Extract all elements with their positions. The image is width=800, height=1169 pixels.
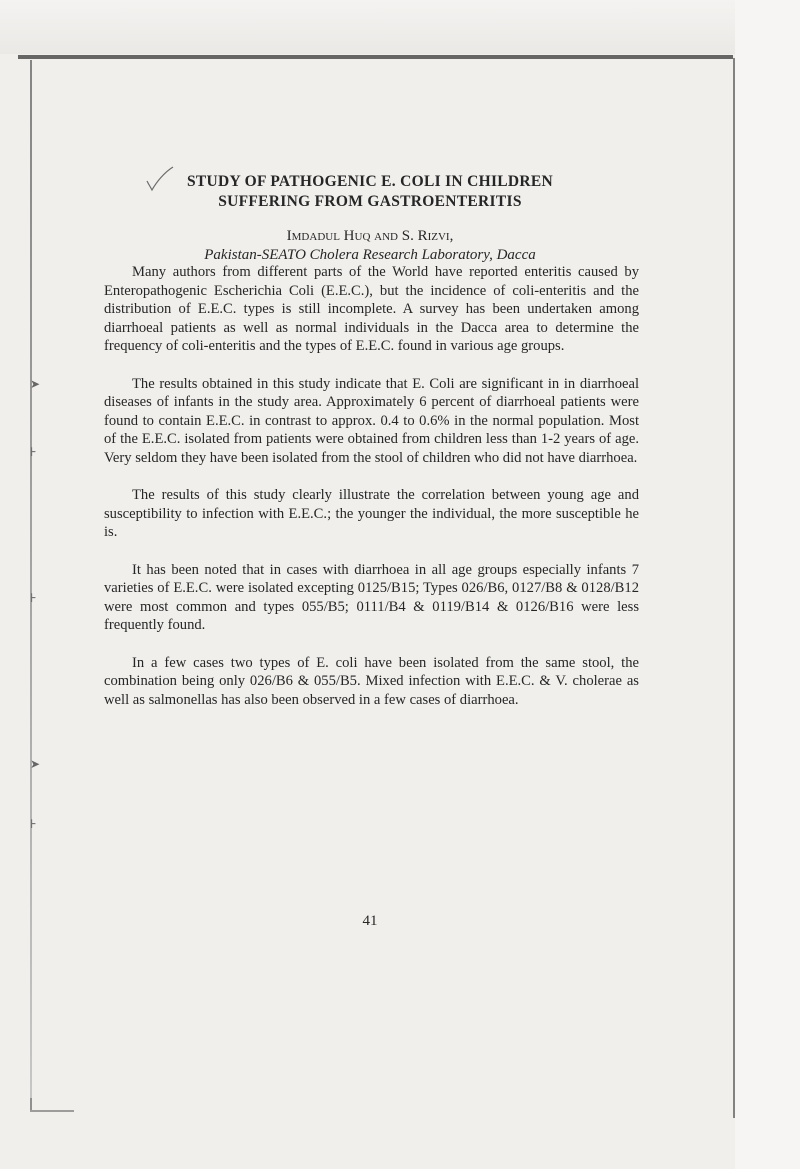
title-line-1: STUDY OF PATHOGENIC E. COLI IN CHILDREN xyxy=(186,173,554,190)
margin-tick-icon: ⊦ xyxy=(30,817,37,831)
margin-tick-icon: ⊦ xyxy=(30,445,37,459)
binding-edge-line xyxy=(18,55,733,59)
title-line-2: SUFFERING FROM GASTROENTERITIS xyxy=(218,193,522,210)
author-line: Imdadul Huq and S. Rizvi, xyxy=(286,228,454,244)
paragraph: It has been noted that in cases with diarrhoea in all age groups especially infants 7 varieties of E.E.C. were isolated excepting 0125/B15; Types 026/B6, 0127/B8 & 0128/B12 were most common and types 055/B5; 0111/B4 & 0119/B14 & 0126/B16 were less frequently found. xyxy=(104,561,639,633)
paragraph: The results obtained in this study indicate that E. Coli are significant in in diarrhoeal diseases of infants in the study area. Approximately 6 percent of diarrhoeal patients were found to contain E.E.C. in contrast to approx. 0.4 to 0.6% in the normal population. Most of the E.E.C. isolated from patients were obtained from children less than 1-2 years of age. Very seldom they have been isolated from the stool of children who did not have diarrhoea. xyxy=(104,375,639,466)
paragraph: The results of this study clearly illustrate the correlation between young age and susceptibility to infection with E.E.C.; the younger the individual, the more susceptible he is. xyxy=(104,487,639,540)
abstract-body xyxy=(104,263,639,728)
paper-title xyxy=(100,172,640,212)
margin-tick-icon: ⊦ xyxy=(30,591,37,605)
margin-arrow-icon: ➤ xyxy=(30,377,41,391)
right-margin xyxy=(735,0,800,1169)
margin-arrow-icon: ➤ xyxy=(30,757,41,771)
affiliation-line: Pakistan-SEATO Cholera Research Laboratory, Dacca xyxy=(204,247,536,263)
right-page-edge xyxy=(733,58,735,1118)
paragraph: Many authors from different parts of the World have reported enteritis caused by Enteropathogenic Escherichia Coli (E.E.C.), but the incidence of coli-enteritis and the distribution of E.E.C. types is still incomplete. A survey has been undertaken among diarrhoeal patients as well as normal individuals in the Dacca area to determine the frequency of coli-enteritis and the types of E.E.C. found in various age groups. xyxy=(104,264,639,354)
bottom-corner-mark xyxy=(30,1098,74,1112)
left-page-edge xyxy=(30,60,32,1110)
paragraph: In a few cases two types of E. coli have been isolated from the same stool, the combination being only 026/B6 & 055/B5. Mixed infection with E.E.C. & V. cholerae as well as salmonellas has also been observed in a few cases of diarrhoea. xyxy=(104,654,639,708)
page-number: 41 xyxy=(362,913,378,929)
top-page-shadow xyxy=(0,0,800,54)
